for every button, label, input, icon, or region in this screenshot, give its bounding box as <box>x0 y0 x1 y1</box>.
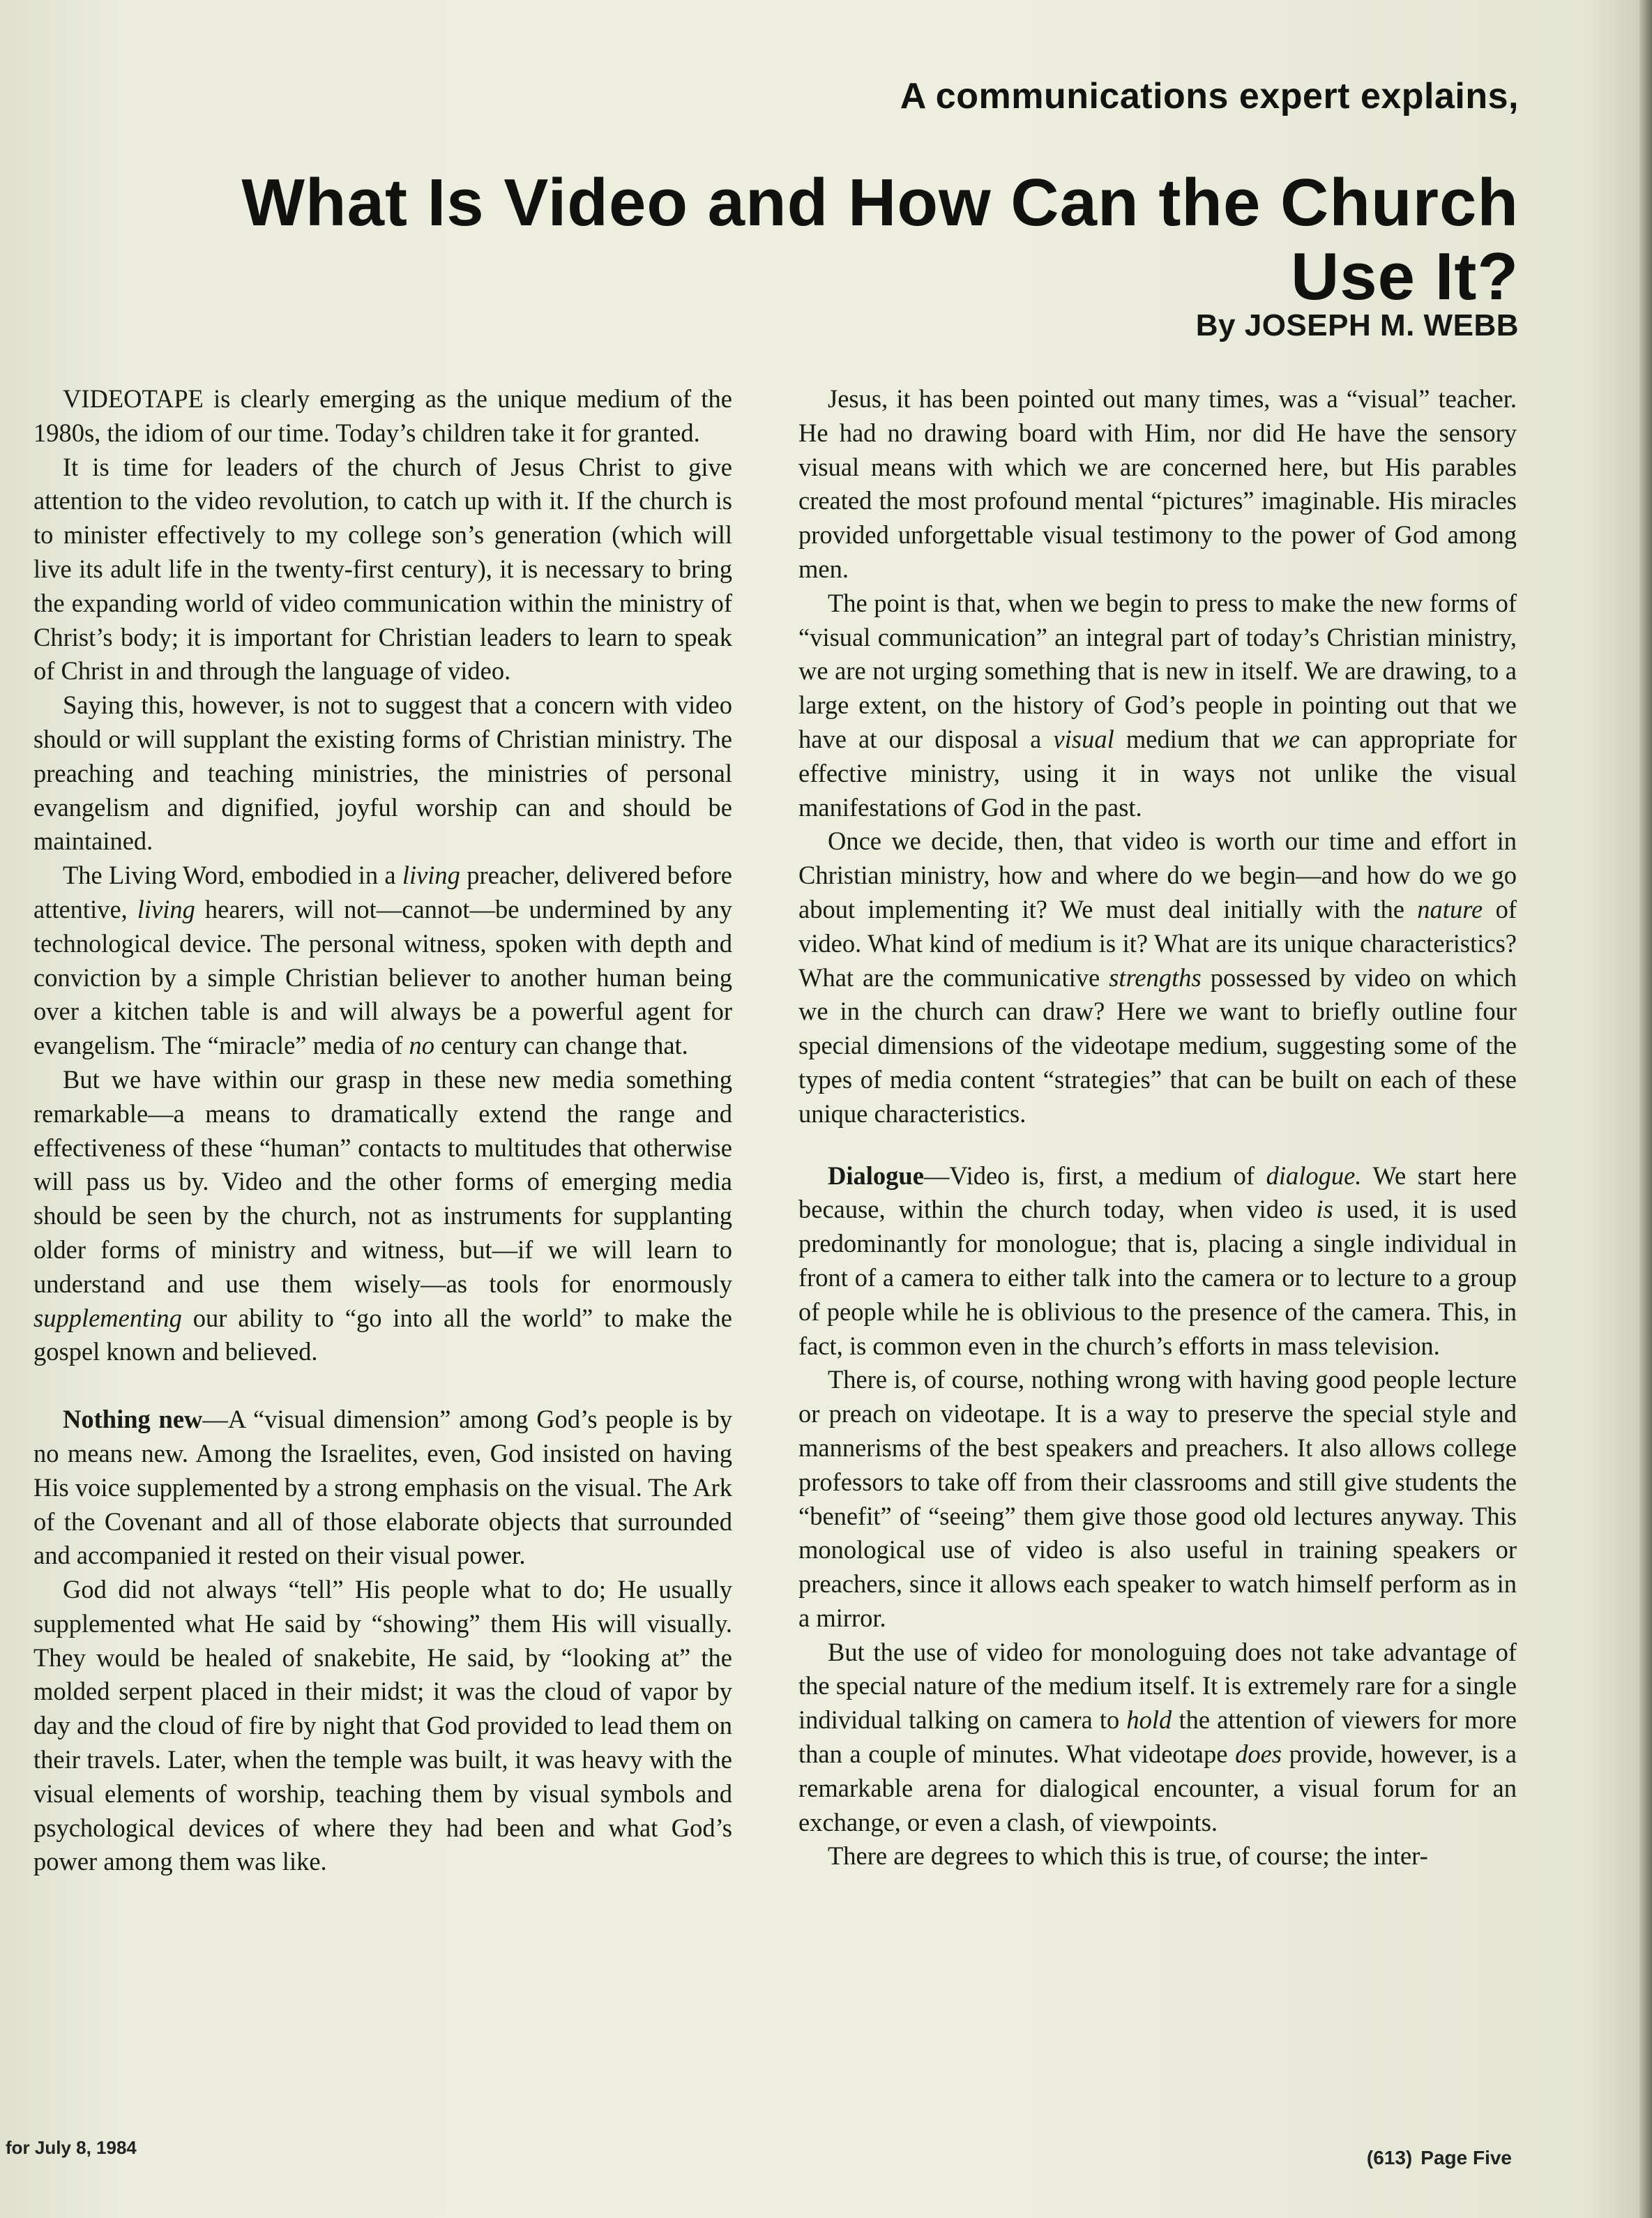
paragraph: Jesus, it has been pointed out many times, was a “visual” teacher. He had no drawing board with Him, nor did He have the sensory visual means with which we are concerned here, but His parables created the most profound mental “pictures” imaginable. His miracles provided unforgettable visual testimony to the power of God among men. <box>798 384 1517 583</box>
page-code: (613) <box>1366 2147 1413 2168</box>
paragraph: There are degrees to which this is true, of course; the inter- <box>828 1841 1428 1871</box>
paragraph: But the use of video for monologuing does not take advantage of the special nature of the medium itself. It is extremely rare for a single individual talking on camera to hold the attention of viewers for more than a couple of minutes. What videotape does provide, however, is a remarkable arena for dialogical encounter, a visual forum for an exchange, or even a clash, of viewpoints. <box>798 1637 1517 1836</box>
article-byline: By JOSEPH M. WEBB <box>1195 308 1519 342</box>
issue-date: for July 8, 1984 <box>6 2137 137 2158</box>
page-label: Page Five <box>1420 2147 1512 2168</box>
article-headline: What Is Video and How Can the Church Use It? <box>241 165 1519 314</box>
page-number <box>1367 2147 1512 2169</box>
right-column <box>798 382 1517 1873</box>
paragraph: The Living Word, embodied in a living preacher, delivered before attentive, living hearers, will not—cannot—be undermined by any technological device. The personal witness, spoken with depth and conviction by a simple Christian believer to another human being over a kitchen table is and will always be a powerful agent for evangelism. The “miracle” media of no century can change that. <box>33 861 732 1060</box>
paragraph: There is, of course, nothing wrong with having good people lecture or preach on videotape. It is a way to preserve the special style and mannerisms of the best speakers and preachers. It also allows college professors to take off from their classrooms and still give students the “benefit” of “seeing” them give those good old lectures anyway. This monological use of video is also useful in training speakers or preachers, since it allows each speaker to watch himself perform as in a mirror. <box>798 1365 1517 1632</box>
paragraph: Saying this, however, is not to suggest that a concern with video should or will supplant the existing forms of Christian ministry. The preaching and teaching ministries, the ministries of personal evangelism and dignified, joyful worship can and should be maintained. <box>33 691 732 856</box>
left-column <box>33 382 732 1879</box>
section-paragraph: Nothing new—A “visual dimension” among God’s people is by no means new. Among the Israelites, even, God insisted on having His voice supplemented by a strong emphasis on the visual. The Ark of the Covenant and all of those elaborate objects that surrounded and accompanied it rested on their visual power. <box>33 1405 732 1570</box>
paragraph: Once we decide, then, that video is worth our time and effort in Christian ministry, how and where do we begin—and how do we go about implementing it? We must deal initially with the nature of video. What kind of medium is it? What are its unique characteristics? What are the communicative strengths possessed by video on which we in the church can draw? Here we want to briefly outline four special dimensions of the videotape medium, suggesting some of the types of media content “strategies” that can be built on each of these unique characteristics. <box>798 827 1517 1128</box>
section-paragraph: Dialogue—Video is, first, a medium of dialogue. We start here because, within the church today, when video is used, it is used predominantly for monologue; that is, placing a single individual in front of a camera to either talk into the camera or to lecture to a group of people while he is oblivious to the presence of the camera. This, in fact, is common even in the church’s efforts in mass television. <box>798 1161 1517 1360</box>
paragraph: God did not always “tell” His people what to do; He usually supplemented what He said by “showing” them His will visually. They would be healed of snakebite, He said, by “looking at” the molded serpent placed in their midst; it was the cloud of vapor by day and the cloud of fire by night that God provided to lead them on their travels. Later, when the temple was built, it was heavy with the visual elements of worship, teaching them by visual symbols and psychological devices of where they had been and what God’s power among them was like. <box>33 1575 732 1876</box>
paragraph: The point is that, when we begin to press to make the new forms of “visual communication” an integral part of today’s Christian ministry, we are not urging something that is new in itself. We are drawing, to a large extent, on the history of God’s people in pointing out that we have at our disposal a visual medium that we can appropriate for effective ministry, using it in ways not unlike the visual manifestations of God in the past. <box>798 588 1517 822</box>
paragraph: But we have within our grasp in these new media something remarkable—a means to dramatically extend the range and effectiveness of these “human” contacts to multitudes that otherwise will pass us by. Video and the other forms of emerging media should be seen by the church, not as instruments for supplanting older forms of ministry and witness, but—if we will learn to understand and use them wisely—as tools for enormously supplementing our ability to “go into all the world” to make the gospel known and believed. <box>33 1064 732 1366</box>
article-kicker: A communications expert explains, <box>900 76 1519 116</box>
section-subhead: Nothing new <box>63 1405 203 1434</box>
section-subhead: Dialogue <box>828 1161 924 1190</box>
page-edge-shadow <box>1639 0 1652 2218</box>
paragraph: It is time for leaders of the church of Jesus Christ to give attention to the video revolution, to catch up with it. If the church is to minister effectively to my college son’s generation (which will live its adult life in the twenty-first century), it is necessary to bring the expanding world of video communication within the ministry of Christ’s body; it is important for Christian leaders to learn to speak of Christ in and through the language of video. <box>33 452 732 686</box>
paragraph: VIDEOTAPE is clearly emerging as the unique medium of the 1980s, the idiom of our time. Today’s children take it for granted. <box>33 384 732 447</box>
